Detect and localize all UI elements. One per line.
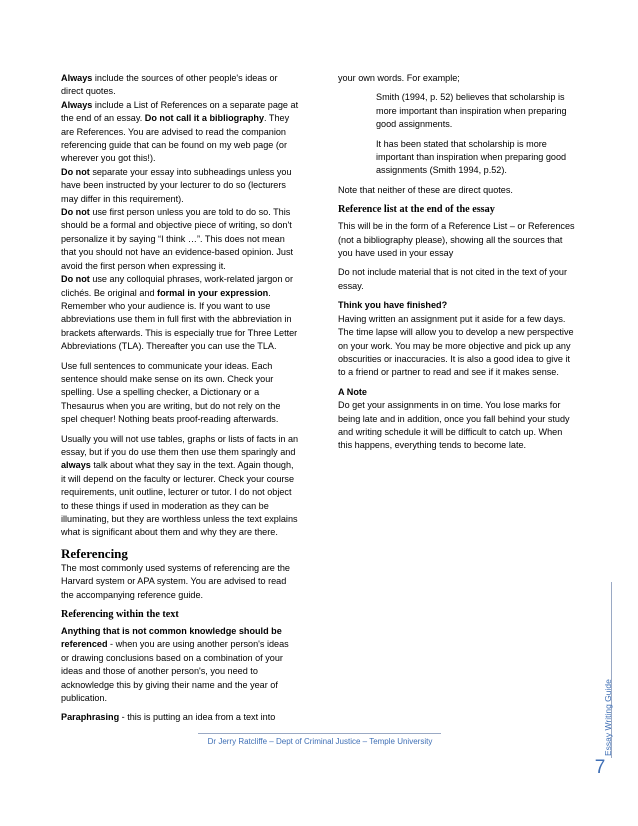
emphasis: Anything that is not common knowledge should be referenced [61, 626, 282, 650]
emphasis: Do not [61, 274, 90, 285]
paragraph-a-note: Do get your assignments in on time. You lose marks for being late and in addition, once you fall behind your study and writing schedule it will be difficult to catch up. When this happens, everything tends to become late. [338, 400, 570, 451]
rule-always-references [61, 99, 299, 166]
rule-no-colloquial [61, 273, 299, 353]
paragraph-full-sentences: Use full sentences to communicate your ideas. Each sentence should make sense on its own. Check your spelling. Use a spelling checker, a Dictionary or a Thesaurus when you are writing, but do not rely on the spel chequer! Nothing beats proof-reading afterwards. [61, 360, 281, 425]
paragraph-paraphrasing [61, 711, 299, 724]
emphasis: Always [61, 73, 93, 83]
left-column [61, 72, 299, 731]
paragraph-reference-list: This will be in the form of a Reference List – or References (not a bibliography please), showing all the sources that you have used in your essay [338, 221, 575, 259]
paragraph-referencing: The most commonly used systems of referencing are the Harvard system or APA system. You are advised to read the accompanying reference guide. [61, 562, 290, 600]
paragraph-common-knowledge [61, 625, 299, 705]
emphasis: Do not [61, 166, 90, 177]
emphasis: Always [61, 99, 93, 110]
rule-no-first-person [61, 206, 299, 273]
emphasis: formal in your expression [157, 287, 269, 298]
text: - when you are using another person's ideas or drawing conclusions based on a combination of your ideas and those of another person's, you need to acknowledge this by giving their name and the year of publication. [61, 639, 289, 704]
text: - this is putting an idea from a text into [119, 712, 276, 723]
paragraph-finished: Having written an assignment put it aside for a few days. The time lapse will allow you to develop a new perspective on your work. You may be more objective and pick up any obscurities or inaccuracies. It is also a good idea to give it to a friend or partner to read and see if it makes sense. [338, 313, 574, 378]
text: separate your essay into subheadings unless you have been instructed by your lecturer to do so (lecturers may differ in this requirement). [61, 166, 292, 204]
paragraph-tables [61, 433, 299, 540]
text: include a List of References on a separate page at the end of an essay. [61, 99, 299, 124]
footer-divider [198, 733, 441, 734]
paragraph-own-words: your own words. For example; [338, 73, 460, 83]
paragraph-note-quotes: Note that neither of these are direct quotes. [338, 184, 513, 195]
emphasis: Paraphrasing [61, 712, 120, 723]
paragraph-not-cited: Do not include material that is not cited in the text of your essay. [338, 267, 567, 291]
text: use first person unless you are told to do so. This should be a formal and objective piece of writing, so don't personalize it by saying “I think …”. This does not mean that you should not have an evidence-based opinion. Just avoid the first person when expressing it. [61, 207, 294, 271]
example-quote-1: Smith (1994, p. 52) believes that scholarship is more important than inspiration when preparing good assignments. [376, 92, 567, 130]
heading-a-note: A Note [338, 386, 367, 397]
heading-think-finished: Think you have finished? [338, 300, 448, 311]
text: use any colloquial phrases, work-related jargon or clichés. Be original and [61, 274, 293, 298]
page-number: 7 [594, 757, 606, 778]
side-title: Essay Writing Guide [603, 679, 613, 756]
emphasis: always [61, 460, 91, 471]
example-quote-2: It has been stated that scholarship is more important than inspiration when preparing good assignments (Smith 1994, p.52). [376, 138, 567, 176]
rule-no-subheadings [61, 166, 299, 206]
text: Usually you will not use tables, graphs or lists of facts in an essay, but if you do use them then use them sparingly and [61, 433, 299, 457]
footer-credit: Dr Jerry Ratcliffe – Dept of Criminal Justice – Temple University [207, 737, 433, 746]
emphasis: Do not call it a bibliography [144, 113, 265, 124]
rule-always-sources [61, 72, 299, 99]
text: include the sources of other people's ideas or direct quotes. [61, 73, 278, 97]
text: . Remember who your audience is. If you want to use abbreviations use them in full first with the abbreviation in brackets afterwards. This is especially true for Three Letter Abbreviations (TLA). Thereafter you can use the TLA. [61, 287, 298, 352]
heading-referencing: Referencing [61, 545, 128, 561]
text: . They are References. You are advised to read the companion referencing guide that can be found on my web page (or wherever you got this!). [61, 113, 290, 164]
right-column [338, 72, 578, 459]
heading-reference-list: Reference list at the end of the essay [338, 204, 495, 216]
text: talk about what they say in the text. Again though, it will depend on the faculty or lecturer. Check your course requirements, unit outline, lecturer or tutor. I do not object to these things if used in moderation as they can be illuminating, but they are worthless unless the text explains what is significant about them and why they are there. [61, 460, 298, 538]
heading-referencing-within-text: Referencing within the text [61, 609, 179, 621]
emphasis: Do not [61, 207, 90, 218]
